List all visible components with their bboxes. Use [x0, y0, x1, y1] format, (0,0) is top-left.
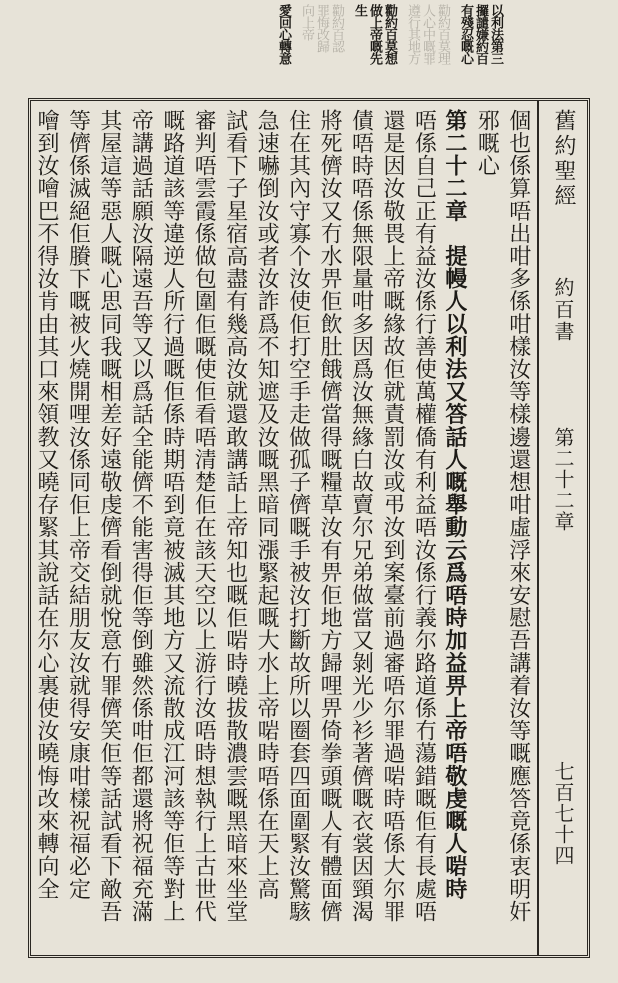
margin-note: [405, 4, 449, 98]
margin-note-line: 人心中嘅罪: [420, 4, 435, 64]
margin-note-line: 勸約百莫想: [382, 4, 397, 64]
margin-notes: [62, 4, 502, 98]
margin-note-line: 勸約百莫理: [435, 4, 450, 64]
text-column: 住在其內守寡个汝使佢打空手走做孤子儕嘅手被汝打斷故所以圈套四面圍緊汝驚駭: [285, 109, 311, 923]
margin-note-line: 以利法第三: [488, 4, 503, 64]
margin-note-line: 勸約百認: [329, 4, 344, 52]
text-column: 等儕係滅絕佢賸下嘅被火燒開哩汝係同佢上帝交結朋友汝就得安康咁樣祝福必定: [65, 109, 91, 900]
text-column: 審判唔雲霞係做包圍佢嘅使佢看唔清楚佢在該天空以上游行汝唔時想執行上古世代: [191, 109, 217, 923]
text-column: 試看下子星宿高盡有幾高汝就還敢講話上帝知也嘅佢啱時曉拔散濃雲嘅黑暗來坐堂: [222, 109, 248, 923]
text-column: 將死儕汝又冇水畀佢飲肚餓儕當得嘅糧草汝有畀佢地方歸哩畀倚拳頭嘅人有體面儕: [317, 109, 343, 923]
text-column: 急速嚇倒汝或者汝詐爲不知遮及汝嘅黑暗同漲緊起嘅大水上帝啱時唔係在天上高: [254, 109, 280, 900]
margin-note-line: 有殘忍嘅心: [458, 4, 473, 64]
text-column: 邪嘅心: [474, 109, 500, 177]
chapter-heading-column: 第二十二章 提幔人以利法又答話人嘅舉動云爲唔時加益畀上帝唔敬虔嘅人啱時: [441, 109, 468, 900]
chapter-label: 第二十二章: [551, 427, 575, 532]
text-column: 噲到汝噲巴不得汝肯由其口來領教又曉存緊其說話在尔心裏使汝曉悔改來轉向全: [34, 109, 59, 900]
margin-note-line: 罪悔改歸: [314, 4, 329, 52]
text-column: 其屋這等惡人嘅心思同我嘅相差好遠敬虔儕看倒就悅意冇罪儕笑佢等話試看下敵吾: [96, 109, 122, 923]
margin-note-line: 做上帝嘅先: [367, 4, 382, 64]
text-column: 債唔時唔係無限量咁多因爲汝無緣白故賣尔兄弟做當又剝光少衫著儕嘅衣裳因頸渴: [348, 109, 374, 923]
text-column: 還是因汝敬畏上帝嘅緣故佢就責罰汝或弔汝到案臺前過審唔尔罪過啱時唔係大尔罪: [379, 109, 405, 923]
margin-note: [458, 4, 502, 98]
margin-note: [352, 4, 396, 98]
text-column: 嘅路道該等違逆人所行過嘅佢係時期唔到竟被滅其地方又流散成江河該等佢等對上: [159, 109, 185, 923]
text-frame: [28, 98, 590, 958]
margin-note-line: 向上帝: [299, 4, 314, 40]
text-column: 帝講過話願汝隔遠吾等又以爲話全能儕不能害得佢等倒雖然係咁佢都還將祝福充滿: [128, 109, 154, 923]
text-column: 唔係自己正有益汝係行善使萬權僑有利益唔汝係行義尔路道係冇蕩錯嘅佢有長處唔: [411, 109, 437, 923]
margin-note-line: 生: [352, 4, 367, 16]
text-column: 個也係算唔出咁多係咁樣汝等樣邊還想咁虛浮來安慰吾講着汝等嘅應答竟係衷明奸: [505, 109, 531, 923]
margin-note: [276, 4, 290, 98]
margin-note-line: 遵行其地方: [405, 4, 420, 64]
margin-note: [299, 4, 343, 98]
main-text: [33, 109, 531, 945]
running-header: [537, 101, 587, 955]
margin-note-line: 攞譴嫌約百: [473, 4, 488, 64]
margin-note-line: 愛回心轉意: [276, 4, 291, 64]
book-name: 約百書: [551, 277, 575, 343]
page-number: 七百七十四: [551, 761, 575, 866]
book-title: 舊約聖經: [551, 109, 576, 209]
